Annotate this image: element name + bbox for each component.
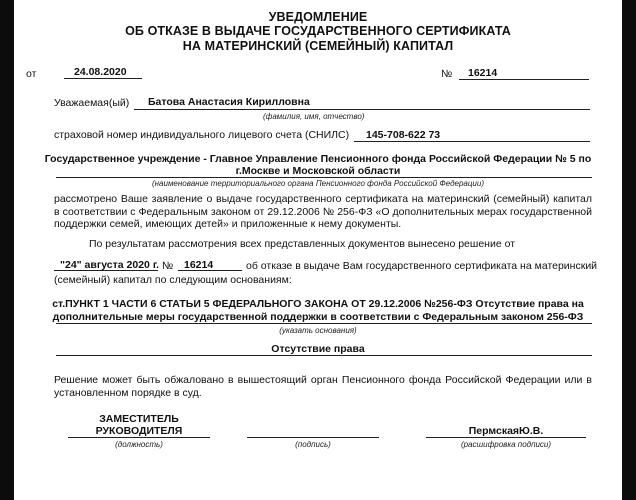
signer-position-1: ЗАМЕСТИТЕЛЬ: [99, 413, 179, 425]
recipient-name-underline: [134, 109, 590, 110]
decision-text-1: об отказе в выдаче Вам государственного сертификата на материнский: [246, 260, 598, 272]
snils-label: страховой номер индивидуального лицевого счета (СНИЛС): [54, 129, 350, 141]
signature-hint: (подпись): [295, 440, 331, 449]
appeal-paragraph: Решение может быть обжаловано в вышестоящий орган Пенсионного фонда Российской Федерации или в установленном порядке в суд.: [54, 374, 592, 399]
signer-name-hint: (расшифровка подписи): [460, 440, 552, 449]
date-label: от: [26, 68, 37, 80]
document-subtitle-2: НА МАТЕРИНСКИЙ (СЕМЕЙНЫЙ) КАПИТАЛ: [182, 39, 454, 53]
document-title: УВЕДОМЛЕНИЕ: [268, 10, 368, 24]
decision-date-underline: [54, 270, 158, 271]
organ-underline: [56, 177, 592, 178]
organ-hint: (наименование территориального органа Пенсионного фонда Российской Федерации): [151, 179, 484, 188]
notice-document: [14, 0, 622, 500]
decision-text-2: (семейный) капитал по следующим основаниям:: [54, 274, 292, 286]
number-label: №: [441, 68, 453, 80]
position-hint: (должность): [115, 440, 163, 449]
decision-number-label: №: [162, 260, 174, 272]
organ-name-line2: г.Москве и Московской области: [235, 165, 401, 177]
date-underline: [64, 78, 142, 79]
decision-date: "24" августа 2020 г.: [60, 259, 160, 271]
snils-value: 145-708-622 73: [366, 129, 441, 141]
recipient-name: Батова Анастасия Кирилловна: [148, 96, 310, 108]
organ-name-line1: Государственное учреждение - Главное Управление Пенсионного фонда Российской Федерации № 5 по: [44, 153, 592, 165]
grounds-line1: ст.ПУНКТ 1 ЧАСТИ 6 СТАТЬИ 5 ФЕДЕРАЛЬНОГО ЗАКОНА ОТ 29.12.2006 №256-ФЗ Отсутствие права на: [52, 298, 584, 310]
grounds-underline: [56, 323, 592, 324]
grounds-summary-underline: [56, 355, 592, 356]
position-underline: [68, 437, 210, 438]
signer-name: ПермскаяЮ.В.: [468, 425, 544, 437]
grounds-summary: Отсутствие права: [271, 343, 365, 355]
salutation: Уважаемая(ый): [54, 97, 130, 109]
snils-underline: [354, 141, 590, 142]
decision-number: 16214: [184, 259, 214, 271]
decision-intro: По результатам рассмотрения всех представленных документов вынесено решение от: [89, 238, 515, 250]
grounds-line2: дополнительные меры государственной поддержки в соответствии с Федеральным законом 256-ФЗ: [52, 311, 584, 323]
decision-number-underline: [178, 270, 242, 271]
number-underline: [459, 79, 589, 80]
document-subtitle-1: ОБ ОТКАЗЕ В ВЫДАЧЕ ГОСУДАРСТВЕННОГО СЕРТИФИКАТА: [125, 24, 511, 38]
application-paragraph: рассмотрено Ваше заявление о выдаче государственного сертификата на материнский (семейный) капитал в соответствии с Федеральным законом от 29.12.2006 № 256-ФЗ «О дополнительных мерах государственной поддержки семей, имеющих детей» и приложенные к нему документы.: [54, 193, 592, 230]
signer-name-underline: [426, 437, 586, 438]
number-value: 16214: [468, 67, 498, 79]
signature-underline: [247, 437, 379, 438]
date-value: 24.08.2020: [74, 66, 127, 78]
grounds-hint: (указать основания): [279, 326, 357, 335]
signer-position-2: РУКОВОДИТЕЛЯ: [95, 425, 183, 437]
recipient-name-hint: (фамилия, имя, отчество): [263, 112, 365, 121]
